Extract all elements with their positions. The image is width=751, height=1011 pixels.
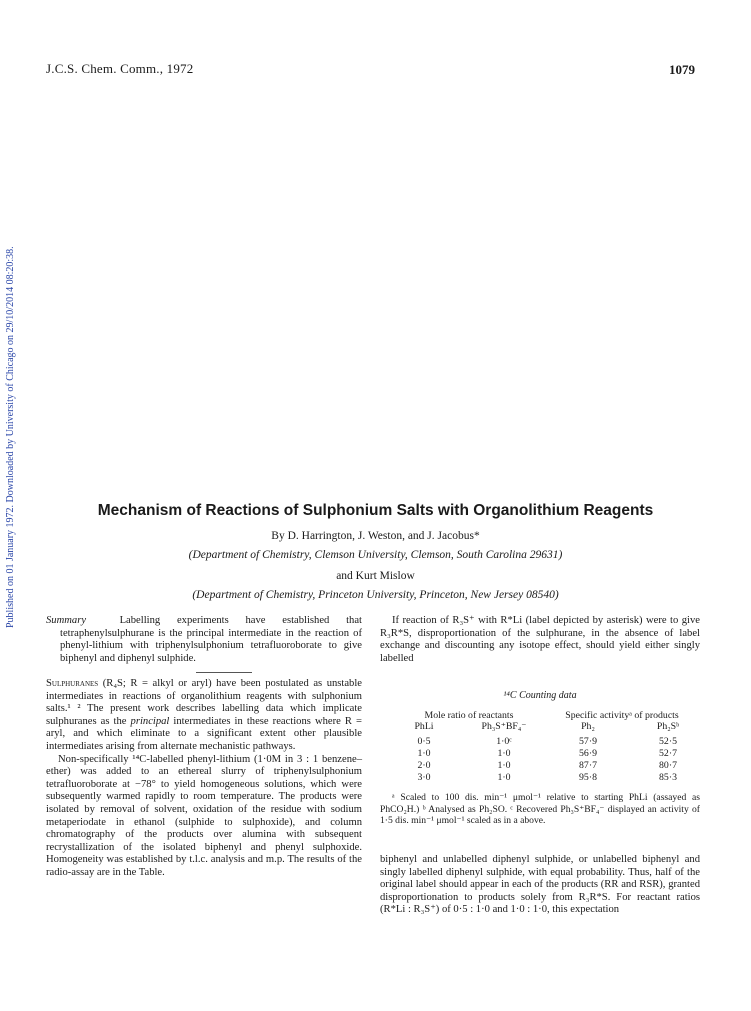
- author-line: By D. Harrington, J. Weston, and J. Jacobus*: [271, 530, 480, 542]
- right-paragraph-1: If reaction of R₃S⁺ with R*Li (label depicted by asterisk) were to give R₃R*S, disproportionation of the sulphurane, in the absence of label exchange and discounting any isotope effect, should yield either singly labelled: [380, 615, 700, 664]
- table-caption: [380, 690, 700, 701]
- method-paragraph: Non-specifically ¹⁴C-labelled phenyl-lithium (1·0M in 3 : 1 benzene–ether) was added to an ethereal slurry of triphenylsulphonium tetrafluoroborate at −78° to yield homogeneous solutions, which were subsequently warmed rapidly to room temperature. The products were isolated by removal of solvent, oxidation of the residue with sodium metaperiodate in ethanol (sulphide to sulphoxide), and column chromatography of the products over alumina with subsequent recrystallization of the isolated biphenyl and phenyl sulphoxide. Homogeneity was established by t.l.c. analysis and m.p. The results of the radio-assay are in the Table.: [46, 753, 362, 878]
- table-footnote-text: ᵃ Scaled to 100 dis. min⁻¹ μmol⁻¹ relative to starting PhLi (assayed as PhCO₂H.) ᵇ Analysed as Ph₂SO. ᶜ Recovered Ph₃S⁺BF₄⁻ displayed an activity of 1·5 dis. min⁻¹ μmol⁻¹ scaled as in a above.: [380, 792, 700, 827]
- table-cell: 1·0ᶜ: [496, 736, 512, 747]
- table-cell: 95·8: [579, 772, 597, 783]
- section-rule: [196, 672, 252, 673]
- table-row: [394, 772, 700, 784]
- table-group-products: Specific activityᵃ of products: [565, 710, 679, 721]
- left-column: [46, 678, 362, 880]
- lead-word: Sulphuranes: [46, 678, 99, 689]
- running-head: J.C.S. Chem. Comm., 1972: [46, 61, 194, 76]
- download-notice-text[interactable]: Published on 01 January 1972. Downloaded by University of Chicago on 29/10/2014 08:20:38.: [5, 246, 16, 628]
- table-row: [394, 760, 700, 772]
- table-cell: 0·5: [417, 736, 431, 747]
- article-title: Mechanism of Reactions of Sulphonium Salts with Organolithium Reagents: [97, 502, 654, 519]
- second-author-line: and Kurt Mislow: [336, 570, 415, 582]
- page-number: 1079: [669, 62, 695, 77]
- intro-text-b: intermediates in these reactions where R = aryl, and which eliminate to a significant extent other plausible intermediates arising from alternate mechanistic pathways.: [46, 715, 362, 752]
- table-cell: 3·0: [417, 772, 431, 783]
- table-cell: 85·3: [659, 772, 677, 783]
- affiliation-clemson: (Department of Chemistry, Clemson University, Clemson, South Carolina 29631): [188, 549, 563, 561]
- table-cell: 52·7: [659, 748, 677, 759]
- table-cell: 1·0: [417, 748, 431, 759]
- table-cell: 87·7: [579, 760, 597, 771]
- table-cell: 1·0: [497, 772, 511, 783]
- right-paragraph-2: biphenyl and unlabelled diphenyl sulphide, or unlabelled biphenyl and singly labelled diphenyl sulphide, with equal probability. Thus, half of the original label should appear in each of the products (RR and RSR), granted disproportionation to products solely from R₃R*S. For reactant ratios (R*Li : R₃S⁺) of 0·5 : 1·0 and 1·0 : 1·0, this expectation: [380, 854, 700, 916]
- right-column-top: [380, 615, 700, 665]
- intro-paragraph: [46, 678, 362, 754]
- right-column-bottom: [380, 854, 700, 917]
- table-cell: 1·0: [497, 760, 511, 771]
- table-row: [394, 748, 700, 760]
- table-header-cell: PhLi: [414, 721, 434, 732]
- table-row: [394, 736, 700, 748]
- affiliation-princeton: (Department of Chemistry, Princeton University, Princeton, New Jersey 08540): [192, 589, 559, 601]
- table-footnote: [380, 792, 700, 827]
- table-header-cell: Ph₃S⁺BF₄⁻: [481, 721, 527, 732]
- table-header-cell: Ph₂Sᵇ: [656, 721, 680, 732]
- table-cell: 56·9: [579, 748, 597, 759]
- table-cell: 1·0: [497, 748, 511, 759]
- table-header-row: [394, 721, 700, 733]
- table-header-cell: Ph₂: [581, 721, 595, 732]
- table-group-reactants: Mole ratio of reactants: [424, 710, 514, 721]
- intro-text-a: (R₄S; R = alkyl or aryl) have been postulated as unstable intermediates in reactions of organolithium reagents with sulphonium salts.¹ ² The present work describes labelling data which implicate sulphuranes as the: [46, 678, 362, 727]
- summary-paragraph: [46, 615, 362, 665]
- summary-label: Summary: [46, 615, 87, 626]
- table-cell: 80·7: [659, 760, 677, 771]
- intro-emphasis: principal: [130, 715, 170, 727]
- table-cell: 2·0: [417, 760, 431, 771]
- summary-text: Labelling experiments have established that tetraphenylsulphurane is the principal intermediate in the reaction of phenyl-lithium with triphenylsulphonium tetrafluoroborate to give biphenyl and diphenyl sulphide.: [60, 615, 362, 664]
- table-cell: 57·9: [579, 736, 597, 747]
- table-cell: 52·5: [659, 736, 677, 747]
- summary: [46, 615, 362, 665]
- table-caption-text: ¹⁴C Counting data: [503, 690, 577, 701]
